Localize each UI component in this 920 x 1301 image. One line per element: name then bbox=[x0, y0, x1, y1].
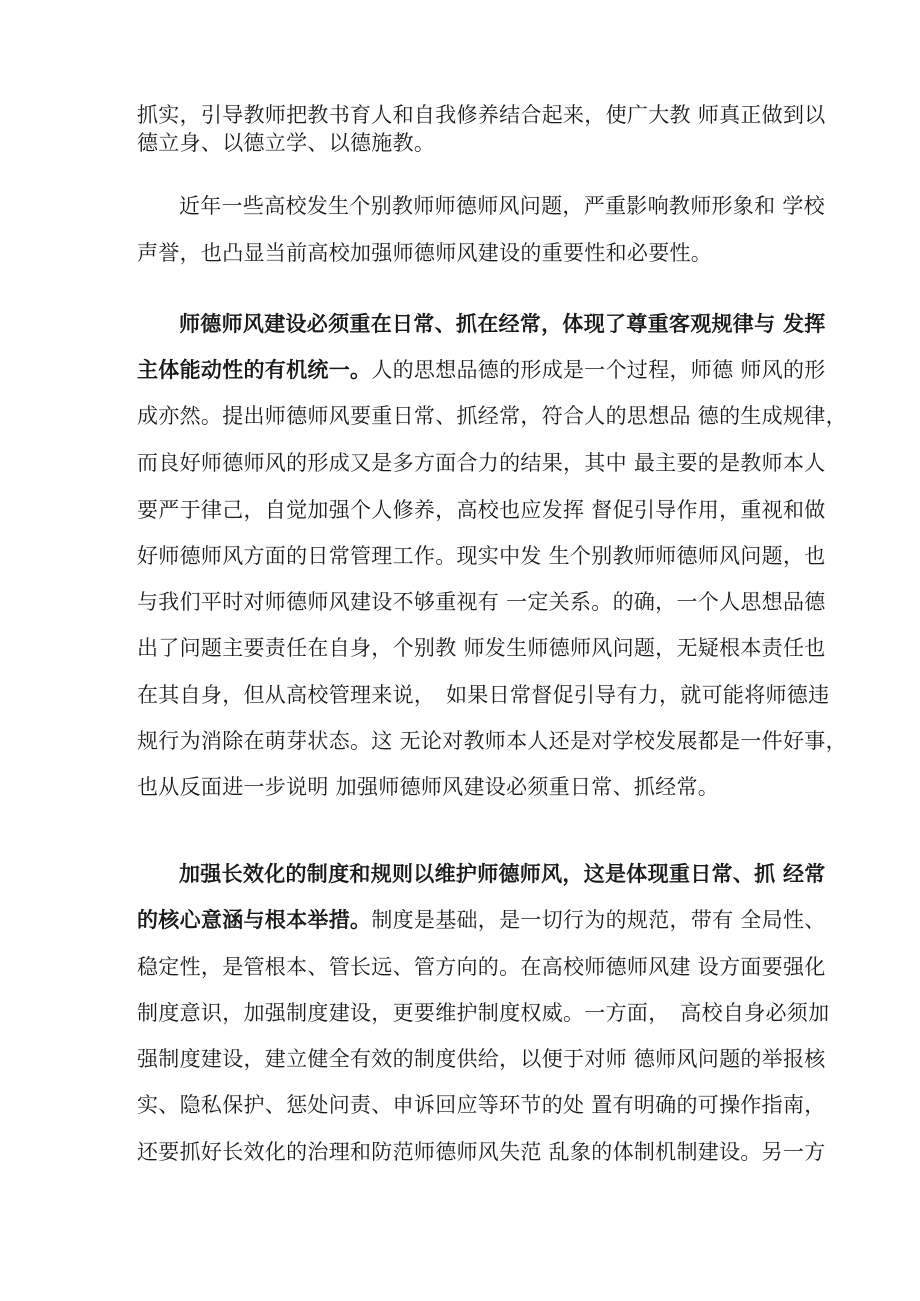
text: 稳定性，是管根本、管长远、管方向的。在高校师德师风建 设方面要强化 bbox=[137, 955, 826, 979]
paragraph-3-line-3 bbox=[137, 401, 847, 431]
text: 抓实，引导教师把教书育人和自我修养结合起来，使广大教 师真正做到以 bbox=[137, 103, 826, 127]
text: 规行为消除在萌芽状态。这 无论对教师本人还是对学校发展都是一件好事， bbox=[137, 729, 847, 753]
paragraph-4-line-6 bbox=[137, 1090, 826, 1120]
text: 还要抓好长效化的治理和防范师德师风失范 乱象的体制机制建设。另一方 bbox=[137, 1140, 826, 1164]
bold-text: 师德师风建设必须重在日常、抓在经常，体现了尊重客观规律与 发挥 bbox=[179, 312, 826, 336]
paragraph-4-line-4 bbox=[137, 998, 830, 1028]
paragraph-3-line-2 bbox=[137, 355, 826, 385]
paragraph-3-line-5 bbox=[137, 495, 826, 525]
paragraph-3-line-9 bbox=[137, 680, 830, 710]
text: 也从反面进一步说明 加强师德师风建设必须重日常、抓经常。 bbox=[137, 775, 720, 799]
text: 在其自身，但从高校管理来说， 如果日常督促引导有力，就可能将师德违 bbox=[137, 683, 830, 707]
text: 实、隐私保护、惩处问责、申诉回应等环节的处 置有明确的可操作指南， bbox=[137, 1093, 826, 1117]
text: 强制度建设，建立健全有效的制度供给，以便于对师 德师风问题的举报核 bbox=[137, 1047, 826, 1071]
text: 出了问题主要责任在自身，个别教 师发生师德师风问题，无疑根本责任也 bbox=[137, 636, 826, 660]
bold-text: 的核心意涵与根本举措。 bbox=[137, 908, 372, 932]
text: 德立身、以德立学、以德施教。 bbox=[137, 131, 436, 155]
bold-text: 加强长效化的制度和规则以维护师德师风，这是体现重日常、抓 经常 bbox=[179, 862, 826, 886]
text: 与我们平时对师德师风建设不够重视有 一定关系。的确，一个人思想品德 bbox=[137, 590, 826, 614]
paragraph-3-line-4 bbox=[137, 448, 826, 478]
paragraph-4-line-5 bbox=[137, 1044, 826, 1074]
paragraph-3-line-8 bbox=[137, 633, 826, 663]
paragraph-3-line-7 bbox=[137, 587, 826, 617]
text: 成亦然。提出师德师风要重日常、抓经常，符合人的思想品 德的生成规律， bbox=[137, 404, 847, 428]
paragraph-4-line-1 bbox=[179, 859, 826, 889]
paragraph-2-line-2 bbox=[137, 238, 787, 268]
text: 声誉，也凸显当前高校加强师德师风建设的重要性和必要性。 bbox=[137, 241, 713, 265]
paragraph-4-line-7 bbox=[137, 1137, 826, 1167]
text: 近年一些高校发生个别教师师德师风问题，严重影响教师形象和 学校 bbox=[179, 194, 825, 218]
paragraph-1-line-2 bbox=[137, 128, 787, 158]
paragraph-4-line-3 bbox=[137, 952, 826, 982]
paragraph-3-line-1 bbox=[179, 309, 826, 339]
paragraph-2-line-1 bbox=[179, 191, 825, 221]
text: 制度意识，加强制度建设，更要维护制度权威。一方面， 高校自身必须加 bbox=[137, 1001, 830, 1025]
paragraph-3-line-6 bbox=[137, 541, 826, 571]
paragraph-3-line-10 bbox=[137, 726, 847, 756]
text: 制度是基础，是一切行为的规范，带有 全局性、 bbox=[371, 908, 826, 932]
text: 而良好师德师风的形成又是多方面合力的结果，其中 最主要的是教师本人 bbox=[137, 451, 826, 475]
text: 人的思想品德的形成是一个过程，师德 师风的形 bbox=[371, 358, 826, 382]
paragraph-4-line-2 bbox=[137, 905, 826, 935]
bold-text: 主体能动性的有机统一。 bbox=[137, 358, 372, 382]
text: 好师德师风方面的日常管理工作。现实中发 生个别教师师德师风问题，也 bbox=[137, 544, 826, 568]
paragraph-3-line-11 bbox=[137, 772, 787, 802]
text: 要严于律己，自觉加强个人修养，高校也应发挥 督促引导作用，重视和做 bbox=[137, 498, 826, 522]
paragraph-1-line-1 bbox=[137, 100, 826, 130]
